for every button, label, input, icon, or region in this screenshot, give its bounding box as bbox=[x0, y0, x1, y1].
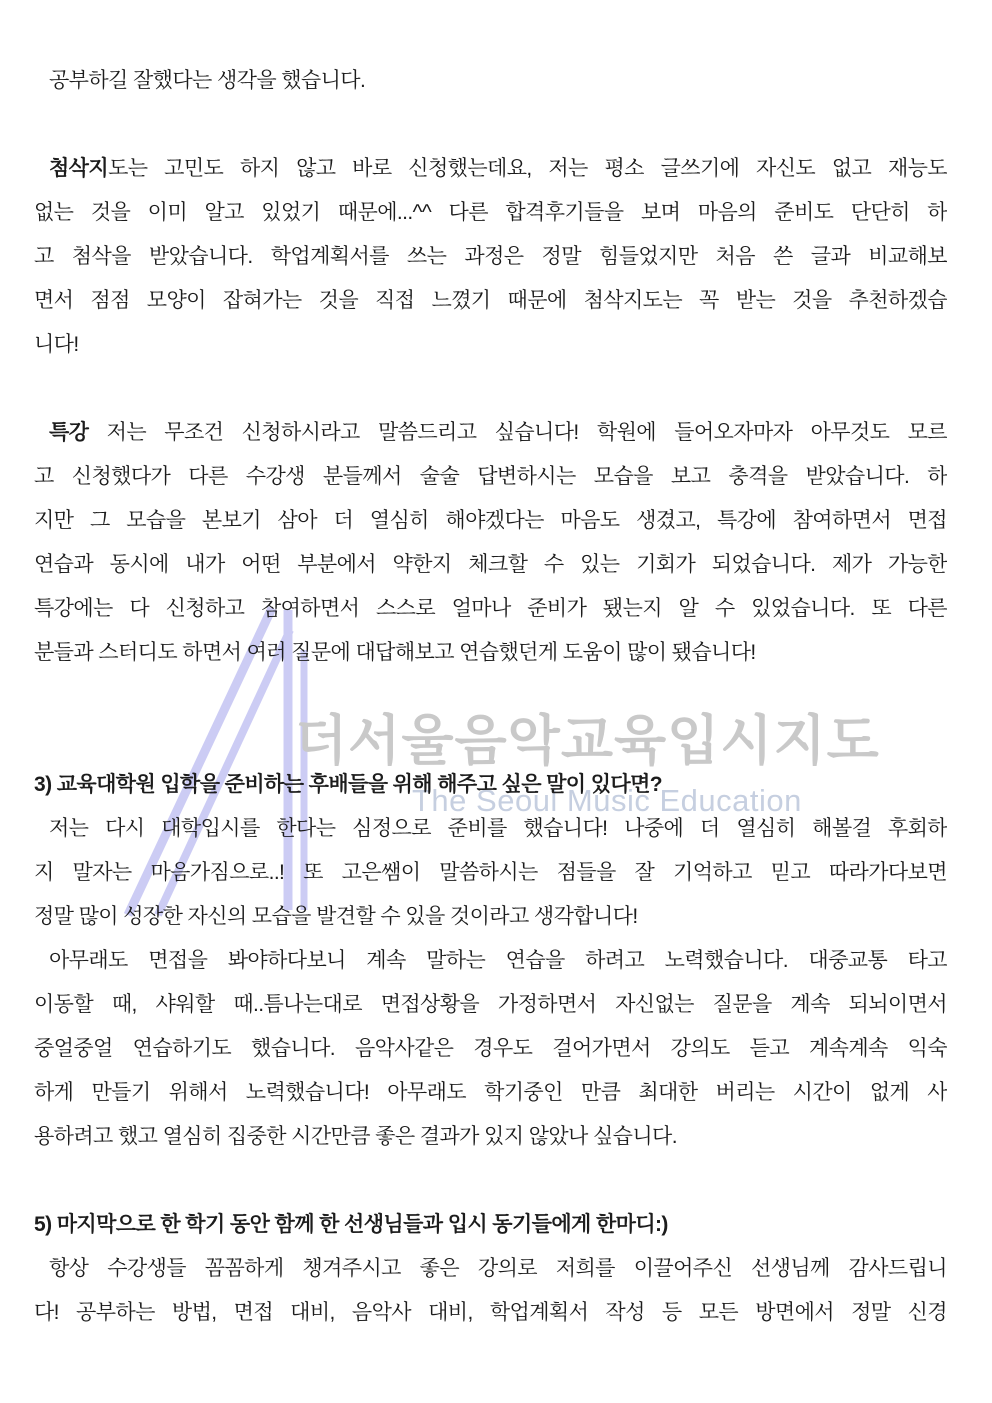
text-line: 고 첨삭을 받았습니다. 학업계획서를 쓰는 과정은 정말 힘들었지만 처음 쓴 글과 비교해보 bbox=[34, 245, 947, 268]
section-heading-3: 3) 교육대학원 입학을 준비하는 후배들을 위해 해주고 싶은 말이 있다면? bbox=[34, 773, 663, 796]
text-line: 이동할 때, 샤워할 때..틈나는대로 면접상황을 가정하면서 자신없는 질문을 계속 되뇌이면서 bbox=[34, 993, 947, 1016]
text-line: 중얼중얼 연습하기도 했습니다. 음악사같은 경우도 걸어가면서 강의도 듣고 계속계속 익숙 bbox=[34, 1037, 947, 1060]
text-line: 연습과 동시에 내가 어떤 부분에서 약한지 체크할 수 있는 기회가 되었습니다. 제가 가능한 bbox=[34, 553, 947, 576]
text-line: 용하려고 했고 열심히 집중한 시간만큼 좋은 결과가 있지 않았나 싶습니다. bbox=[34, 1125, 677, 1148]
watermark-korean-text: 더서울음악교육입시지도 bbox=[295, 711, 880, 771]
text-line: 공부하길 잘했다는 생각을 했습니다. bbox=[49, 69, 366, 92]
line-text: 저는 무조건 신청하시라고 말씀드리고 싶습니다! 학원에 들어오자마자 아무것도 모르 bbox=[88, 421, 947, 444]
text-line: 지 말자는 마음가짐으로..! 또 고은쌤이 말씀하시는 점들을 잘 기억하고 믿고 따라가다보면 bbox=[34, 861, 947, 884]
text-line: 없는 것을 이미 알고 있었기 때문에...^^ 다른 합격후기들을 보며 마음의 준비도 단단히 하 bbox=[34, 201, 947, 224]
text-line: 분들과 스터디도 하면서 여러 질문에 대답해보고 연습했던게 도움이 많이 됐습니다! bbox=[34, 641, 756, 664]
text-line: 면서 점점 모양이 잡혀가는 것을 직접 느꼈기 때문에 첨삭지도는 꼭 받는 것을 추천하겠습 bbox=[34, 289, 947, 312]
blank-line bbox=[34, 675, 947, 719]
blank-line bbox=[34, 367, 947, 411]
line-text: 도는 고민도 하지 않고 바로 신청했는데요, 저는 평소 글쓰기에 자신도 없고 재능도 bbox=[108, 157, 947, 180]
text-line: 정말 많이 성장한 자신의 모습을 발견할 수 있을 것이라고 생각합니다! bbox=[34, 905, 638, 928]
text-line: 고 신청했다가 다른 수강생 분들께서 술술 답변하시는 모습을 보고 충격을 받았습니다. 하 bbox=[34, 465, 947, 488]
text-line: 아무래도 면접을 봐야하다보니 계속 말하는 연습을 하려고 노력했습니다. 대중교통 타고 bbox=[49, 949, 947, 972]
bold-run: 특강 bbox=[49, 421, 89, 444]
text-line bbox=[34, 147, 947, 191]
blank-line bbox=[34, 103, 947, 147]
text-line: 하게 만들기 위해서 노력했습니다! 아무래도 학기중인 만큼 최대한 버리는 시간이 없게 사 bbox=[34, 1081, 947, 1104]
document-body bbox=[34, 59, 947, 1335]
text-line: 니다! bbox=[34, 333, 79, 356]
blank-line bbox=[34, 719, 947, 763]
blank-line bbox=[34, 1159, 947, 1203]
text-line: 다! 공부하는 방법, 면접 대비, 음악사 대비, 학업계획서 작성 등 모든 방면에서 정말 신경 bbox=[34, 1301, 947, 1324]
bold-run: 첨삭지 bbox=[49, 157, 109, 180]
watermark-english-text: The Seoul Music Education bbox=[412, 783, 802, 818]
text-line bbox=[34, 411, 947, 455]
text-line: 저는 다시 대학입시를 한다는 심정으로 준비를 했습니다! 나중에 더 열심히 해볼걸 후회하 bbox=[49, 817, 947, 840]
text-line: 지만 그 모습을 본보기 삼아 더 열심히 해야겠다는 마음도 생겼고, 특강에 참여하면서 면접 bbox=[34, 509, 947, 532]
text-line: 특강에는 다 신청하고 참여하면서 스스로 얼마나 준비가 됐는지 알 수 있었습니다. 또 다른 bbox=[34, 597, 947, 620]
text-line: 항상 수강생들 꼼꼼하게 챙겨주시고 좋은 강의로 저희를 이끌어주신 선생님께 감사드립니 bbox=[49, 1257, 947, 1280]
section-heading-5: 5) 마지막으로 한 학기 동안 함께 한 선생님들과 입시 동기들에게 한마디:) bbox=[34, 1213, 668, 1236]
